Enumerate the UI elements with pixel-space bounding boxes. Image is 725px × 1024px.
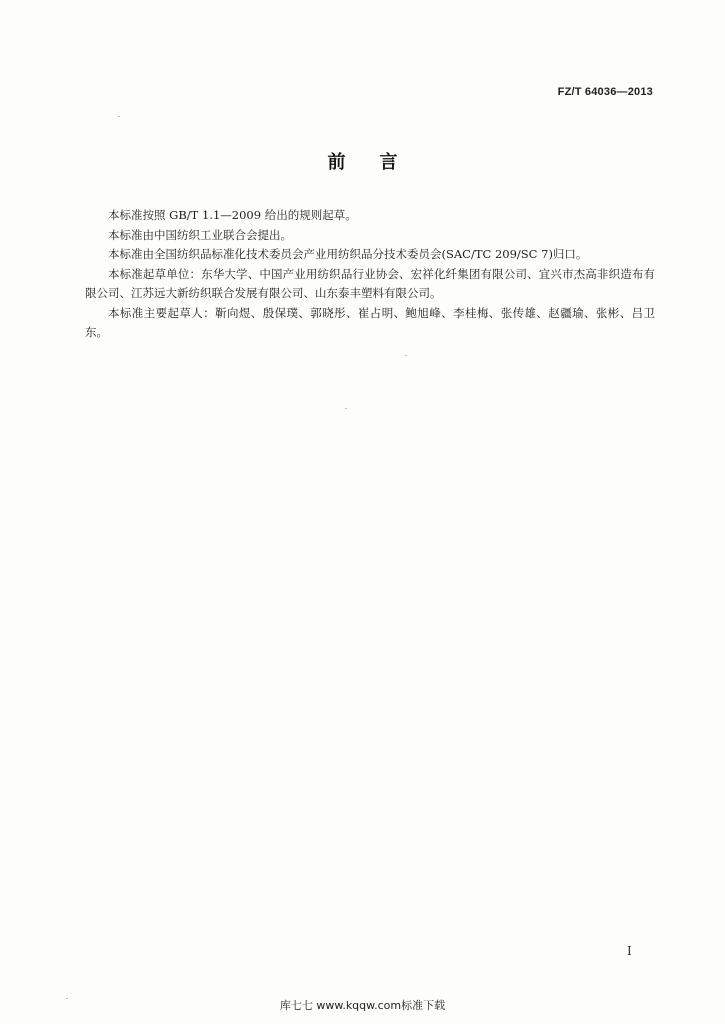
footer-watermark: 库七七 www.kqqw.com标准下载 — [279, 999, 446, 1012]
paragraph-drafting-rules: 本标准按照 GB/T 1.1—2009 给出的规则起草。 — [108, 208, 357, 222]
page-title: 前言 — [327, 152, 432, 173]
page-number: I — [627, 944, 632, 958]
scan-speck — [345, 408, 347, 409]
scan-speck — [118, 116, 120, 117]
paragraph-drafting-units: 本标准起草单位：东华大学、中国产业用纺织品行业协会、宏祥化纤集团有限公司、宜兴市杰高非织造布有限公司、江苏远大新纺织联合发展有限公司、山东泰丰塑料有限公司。 — [85, 266, 655, 300]
paragraph-main-drafters: 本标准主要起草人：靳向煜、殷保璞、郭晓彤、崔占明、鲍旭峰、李桂梅、张传雄、赵疆瑜、张彬、吕卫东。 — [85, 305, 655, 339]
paragraph-proposer: 本标准由中国纺织工业联合会提出。 — [108, 227, 292, 242]
paragraph-centralized-by: 本标准由全国纺织品标准化技术委员会产业用纺织品分技术委员会(SAC/TC 209/SC 7)归口。 — [108, 247, 588, 261]
scan-speck — [405, 355, 407, 356]
standard-code: FZ/T 64036—2013 — [557, 86, 653, 98]
scan-speck — [66, 998, 68, 999]
document-body — [85, 206, 655, 343]
